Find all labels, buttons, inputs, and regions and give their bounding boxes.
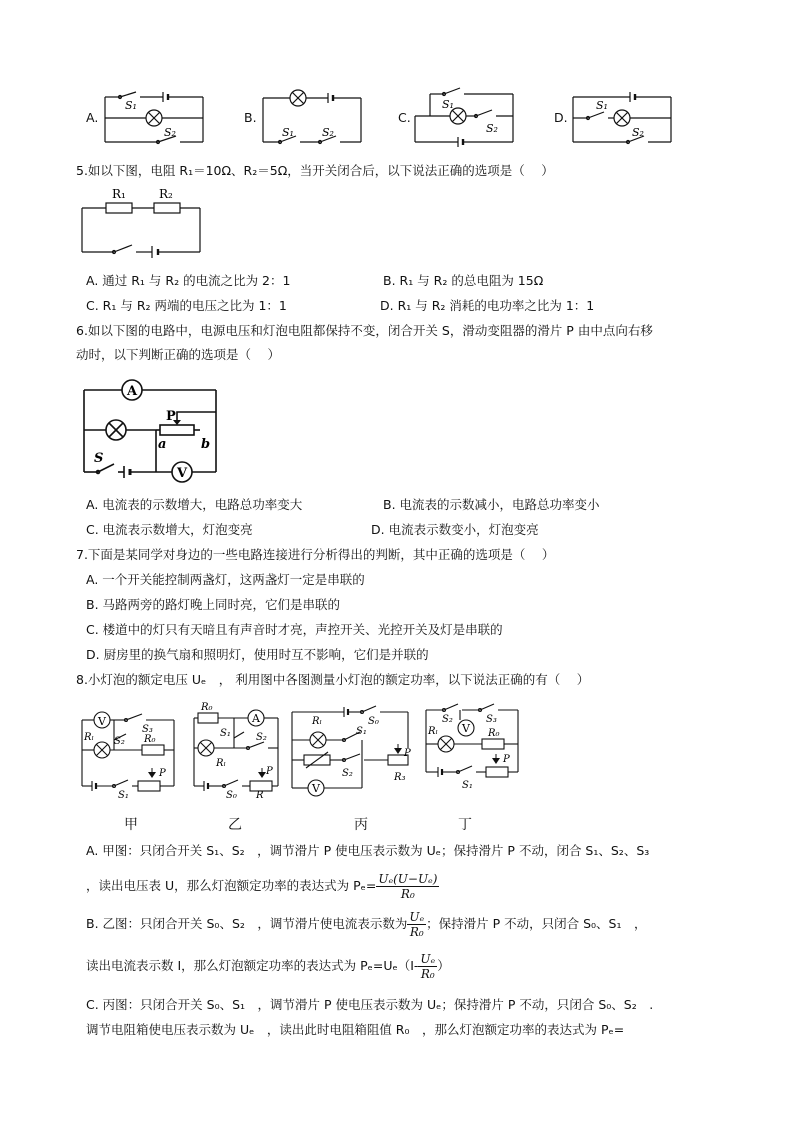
q6-option-b: B. 电流表的示数减小，电路总功率变小 [383, 497, 600, 512]
q7-option-b: B. 马路两旁的路灯晚上同时亮，它们是串联的 [86, 597, 341, 612]
q8-circuit-bing [290, 704, 416, 800]
q4-option-c-label: C. [398, 110, 411, 125]
r2-label: R₂ [159, 187, 173, 201]
q8-circuit-yi [192, 702, 282, 801]
svg-text:S₃: S₃ [486, 714, 497, 725]
q6-stem-line1: 6.如以下图的电路中，电源电压和灯泡电阻都保持不变，闭合开关 S，滑动变阻器的滑片 P 由中点向右移 [76, 323, 653, 338]
svg-text:S₁: S₁ [462, 780, 473, 791]
q6-option-d: D. 电流表示数变小，灯泡变亮 [371, 522, 539, 537]
svg-text:S₁: S₁ [356, 726, 367, 737]
svg-text:S₂: S₂ [442, 714, 453, 725]
svg-text:S₂: S₂ [632, 126, 644, 139]
caption-jia: 甲 [124, 817, 138, 833]
svg-text:S₀: S₀ [226, 790, 237, 801]
q4-circuit-a [100, 92, 210, 148]
svg-text:V: V [312, 782, 320, 795]
q4-circuit-d [568, 92, 678, 148]
svg-text:S₂: S₂ [342, 768, 353, 779]
svg-text:S₂: S₂ [256, 732, 267, 743]
q8-option-c-line2: 调节电阻箱使电压表示数为 Uₑ ，读出此时电阻箱阻值 R₀ ，那么灯泡额定功率的表达式为 Pₑ= [86, 1022, 625, 1037]
q8-option-b-tail2: ） [437, 958, 450, 973]
q6-circuit [80, 376, 225, 484]
q8-option-a-line1: A. 甲图：只闭合开关 S₁、S₂ ，调节滑片 P 使电压表示数为 Uₑ；保持滑片 P 不动，闭合 S₁、S₂、S₃ [86, 843, 650, 858]
q8-option-b-text: B. 乙图：只闭合开关 S₀、S₂ ，调节滑片使电流表示数为 [86, 916, 408, 931]
q4-option-a-label: A. [86, 110, 99, 125]
svg-text:R₀: R₀ [144, 734, 156, 745]
q6-option-c: C. 电流表示数增大，灯泡变亮 [86, 522, 253, 537]
q5-option-a: A. 通过 R₁ 与 R₂ 的电流之比为 2：1 [86, 273, 291, 288]
r1-label: R₁ [112, 187, 126, 201]
end-a-label: a [158, 437, 167, 452]
q4-circuit-b [258, 92, 368, 148]
svg-text:Rₗ: Rₗ [312, 716, 322, 727]
q8-circuit-ding [424, 704, 524, 794]
q8-option-b-line2 [86, 948, 450, 984]
svg-text:Rₗ: Rₗ [84, 732, 94, 743]
svg-text:Rₗ: Rₗ [428, 726, 438, 737]
svg-text:S₂: S₂ [114, 736, 125, 747]
svg-text:S₁: S₁ [596, 99, 608, 112]
q4-option-b-label: B. [244, 110, 257, 125]
q8-stem: 8.小灯泡的额定电压 Uₑ ， 利用图中各图测量小灯泡的额定功率，以下说法正确的有（ ） [76, 672, 590, 687]
end-b-label: b [201, 437, 211, 452]
q8-option-b-tail: ；保持滑片 P 不动，只闭合 S₀、S₁ ， [426, 916, 647, 931]
q7-option-c: C. 楼道中的灯只有天暗且有声音时才亮，声控开关、光控开关及灯是串联的 [86, 622, 503, 637]
fraction-b2: $\frac{\text{Uₑ}}{\text{R₀}}$ [420, 952, 436, 981]
q8-option-a-text: ，读出电压表 U，那么灯泡额定功率的表达式为 Pₑ= [86, 878, 377, 893]
svg-text:S₁: S₁ [282, 126, 294, 139]
fraction-b: $\frac{\text{Uₑ}}{\text{R₀}}$ [409, 910, 425, 939]
svg-text:P: P [503, 754, 510, 765]
q5-circuit [80, 186, 205, 258]
svg-text:V: V [98, 715, 106, 728]
q7-option-a: A. 一个开关能控制两盏灯，这两盏灯一定是串联的 [86, 572, 365, 587]
caption-ding: 丁 [458, 817, 472, 833]
q5-stem: 5.如以下图，电阻 R₁＝10Ω、R₂＝5Ω，当开关闭合后，以下说法正确的选项是（ ） [76, 163, 554, 178]
svg-text:R₀: R₀ [488, 728, 500, 739]
svg-text:P: P [159, 768, 166, 779]
q7-option-d: D. 厨房里的换气扇和照明灯，使用时互不影响，它们是并联的 [86, 647, 429, 662]
svg-text:S₂: S₂ [322, 126, 334, 139]
fraction-a: $\frac{\text{Uₑ(U−Uₑ)}}{\text{R₀}}$ [378, 872, 438, 901]
svg-text:S₂: S₂ [164, 126, 176, 139]
q8-option-b-text2: 读出电流表示数 I，那么灯泡额定功率的表达式为 Pₑ=Uₑ（I- [86, 958, 419, 973]
caption-bing: 丙 [354, 817, 368, 833]
svg-text:S₁: S₁ [125, 99, 137, 112]
q5-option-b: B. R₁ 与 R₂ 的总电阻为 15Ω [383, 273, 544, 288]
svg-text:S₁: S₁ [442, 98, 454, 111]
svg-text:S₀: S₀ [368, 716, 379, 727]
voltmeter-label: V [177, 466, 188, 481]
q8-option-c-line1: C. 丙图：只闭合开关 S₀、S₁ ，调节滑片 P 使电压表示数为 Uₑ；保持滑片 P 不动，只闭合 S₀、S₂ . [86, 997, 654, 1012]
svg-text:S₂: S₂ [486, 122, 498, 135]
svg-text:A: A [252, 712, 260, 725]
svg-text:R: R [256, 790, 264, 801]
svg-text:S₁: S₁ [118, 790, 129, 801]
q5-option-d: D. R₁ 与 R₂ 消耗的电功率之比为 1：1 [380, 298, 595, 313]
q8-circuit-jia [80, 706, 180, 801]
svg-text:V: V [462, 722, 470, 735]
q6-stem-line2: 动时，以下判断正确的选项是（ ） [76, 347, 280, 362]
caption-yi: 乙 [228, 817, 242, 833]
slider-p-label: P [166, 409, 176, 424]
switch-label: S [94, 451, 104, 466]
q4-option-d-label: D. [554, 110, 568, 125]
q8-option-b-line1 [86, 906, 647, 942]
q5-option-c: C. R₁ 与 R₂ 两端的电压之比为 1：1 [86, 298, 287, 313]
q6-option-a: A. 电流表的示数增大，电路总功率变大 [86, 497, 303, 512]
svg-text:P: P [404, 748, 411, 759]
q7-stem: 7.下面是某同学对身边的一些电路连接进行分析得出的判断，其中正确的选项是（ ） [76, 547, 555, 562]
svg-text:S₃: S₃ [142, 724, 153, 735]
ammeter-label: A [127, 384, 138, 399]
svg-text:Rₗ: Rₗ [216, 758, 226, 769]
q8-option-a-line2 [86, 866, 439, 906]
svg-text:R₃: R₃ [394, 772, 406, 783]
q4-circuit-c [410, 86, 520, 148]
svg-text:P: P [266, 766, 273, 777]
svg-text:S₁: S₁ [220, 728, 231, 739]
svg-text:R₀: R₀ [201, 702, 213, 713]
